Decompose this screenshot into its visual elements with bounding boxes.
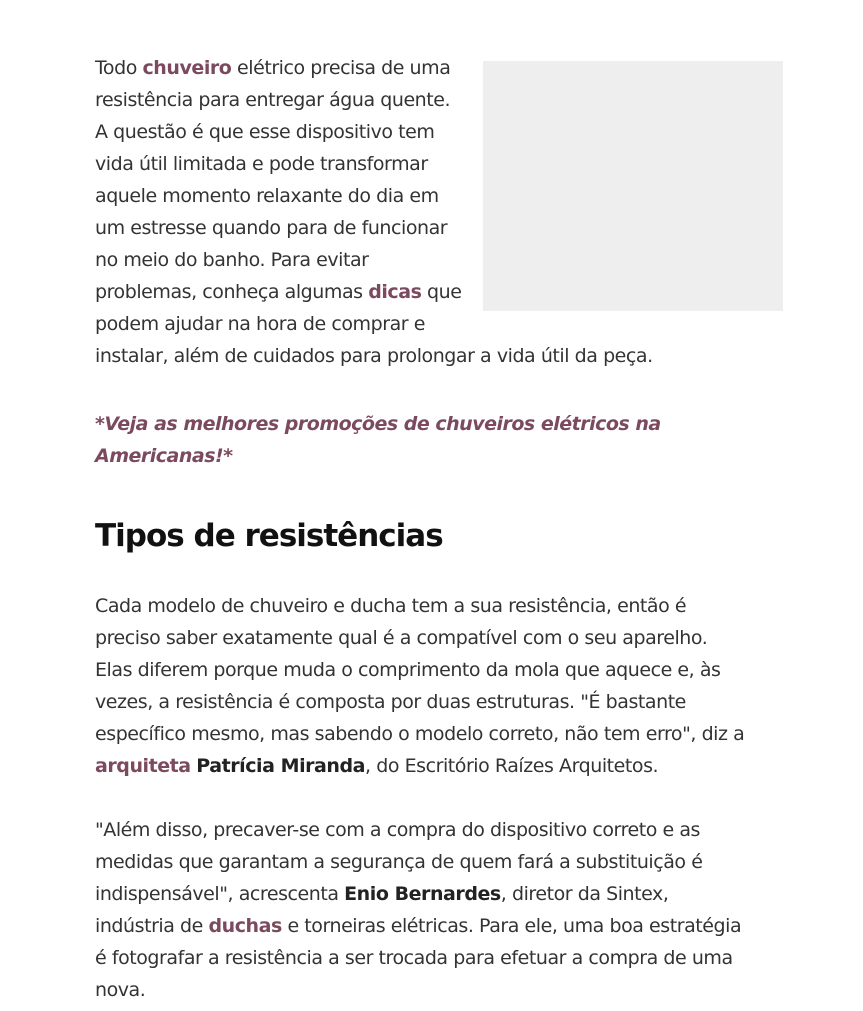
link-chuveiro[interactable]: chuveiro [142, 57, 232, 79]
link-duchas[interactable]: duchas [208, 915, 282, 937]
person-name: Enio Bernardes [344, 883, 501, 905]
section-heading: Tipos de resistências [95, 518, 443, 554]
promo-link[interactable]: *Veja as melhores promoções de chuveiros elétricos na Americanas!* [95, 413, 661, 467]
ad-placeholder [483, 61, 783, 311]
intro-paragraph: Todo chuveiro elétrico precisa de uma resistência para entregar água quente. A questão é que esse dispositivo tem vida útil limitada e pode transformar aquele momento relaxante do dia em um estresse quando para de funcionar no meio do banho. Para evitar problemas, conheça algumas dicas que podem ajudar na hora de comprar e instalar, além de cuidados para prolongar a vida útil da peça. [95, 52, 745, 372]
article-body [95, 52, 745, 1006]
link-dicas[interactable]: dicas [368, 281, 422, 303]
section-paragraph-1: Cada modelo de chuveiro e ducha tem a sua resistência, então é preciso saber exatamente qual é a compatível com o seu aparelho. Elas diferem porque muda o comprimento da mola que aquece e, às vezes, a resistência é composta por duas estruturas. "É bastante específico mesmo, mas sabendo o modelo correto, não tem erro", diz a arquiteta Patrícia Miranda, do Escritório Raízes Arquitetos. [95, 595, 745, 777]
person-name: Patrícia Miranda [196, 755, 366, 777]
link-arquiteta[interactable]: arquiteta [95, 755, 191, 777]
section-paragraph-2: "Além disso, precaver-se com a compra do dispositivo correto e as medidas que garantam a segurança de quem fará a substituição é indispensável", acrescenta Enio Bernardes, diretor da Sintex, indústria de duchas e torneiras elétricas. Para ele, uma boa estratégia é fotografar a resistência a ser trocada para efetuar a compra de uma nova. [95, 819, 742, 1001]
